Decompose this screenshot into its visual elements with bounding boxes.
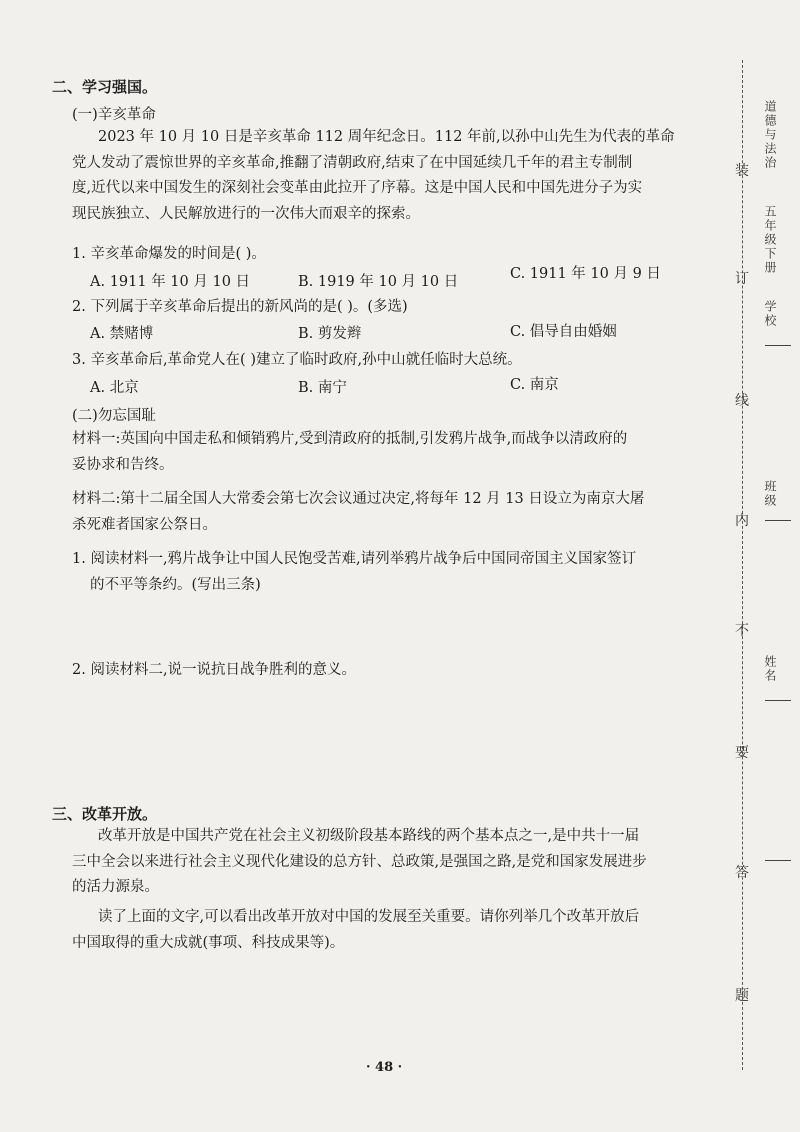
question-line: 中国取得的重大成就(事项、科技成果等)。: [72, 934, 345, 951]
binding-char: 答: [735, 865, 749, 881]
material-line: 妥协求和告终。: [72, 456, 174, 473]
question-anti-japanese-war: 2. 阅读材料二,说一说抗日战争胜利的意义。: [72, 662, 357, 678]
option-a[interactable]: A. 北京: [90, 380, 139, 396]
section-title: 三、改革开放。: [52, 805, 158, 823]
school-blank[interactable]: [765, 345, 791, 346]
option-a[interactable]: A. 禁赌博: [90, 326, 154, 342]
class-blank[interactable]: [765, 520, 791, 521]
question-stem: 3. 辛亥革命后,革命党人在( )建立了临时政府,孙中山就任临时大总统。: [72, 352, 522, 368]
question-opium-war: [72, 547, 732, 598]
option-c[interactable]: C. 1911 年 10 月 9 日: [510, 266, 661, 282]
paragraph-line: 现民族独立、人民解放进行的一次伟大而艰辛的探索。: [72, 205, 420, 222]
subsection-title: (二)勿忘国耻: [72, 408, 156, 424]
option-b[interactable]: B. 南宁: [298, 380, 347, 396]
reform-paragraph: [72, 824, 732, 901]
binding-char: 内: [735, 513, 749, 529]
book-title: 道德与法治: [763, 100, 777, 170]
binding-char: 线: [735, 393, 749, 409]
school-label: 学校: [763, 300, 777, 328]
binding-dashed-line: [742, 60, 743, 1070]
option-c[interactable]: C. 倡导自由婚姻: [510, 324, 617, 340]
binding-char: 要: [735, 745, 749, 761]
option-b[interactable]: B. 剪发辫: [298, 326, 362, 342]
material-line: 材料一:英国向中国走私和倾销鸦片,受到清政府的抵制,引发鸦片战争,而战争以清政府的: [72, 431, 628, 447]
option-b[interactable]: B. 1919 年 10 月 10 日: [298, 274, 459, 290]
binding-char: 不: [735, 623, 749, 639]
section-title: 二、学习强国。: [52, 78, 158, 96]
grade-label: 五年级下册: [763, 205, 777, 275]
name-blank[interactable]: [765, 700, 791, 701]
paragraph-line: 三中全会以来进行社会主义现代化建设的总方针、总政策,是强国之路,是党和国家发展进步: [72, 853, 647, 870]
paragraph-line: 改革开放是中国共产党在社会主义初级阶段基本路线的两个基本点之一,是中共十一届: [98, 828, 640, 844]
paragraph-line: 的活力源泉。: [72, 879, 159, 895]
question-line: 的不平等条约。(写出三条): [90, 576, 261, 593]
name-label: 姓名: [763, 655, 777, 683]
paragraph-line: 度,近代以来中国发生的深刻社会变革由此拉开了序幕。这是中国人民和中国先进分子为实: [72, 180, 643, 196]
binding-char: 订: [735, 271, 749, 287]
class-label: 班级: [763, 480, 777, 508]
option-a[interactable]: A. 1911 年 10 月 10 日: [90, 274, 251, 290]
question-stem: 1. 辛亥革命爆发的时间是( )。: [72, 246, 266, 262]
material-one: [72, 427, 732, 478]
subsection-title: (一)辛亥革命: [72, 107, 156, 123]
material-line: 杀死难者国家公祭日。: [72, 516, 217, 533]
paragraph-line: 党人发动了震惊世界的辛亥革命,推翻了清朝政府,结束了在中国延续几千年的君主专制制: [72, 154, 633, 171]
material-line: 材料二:第十二届全国人大常委会第七次会议通过决定,将每年 12 月 13 日设立为南京大屠: [72, 491, 645, 507]
question-line: 1. 阅读材料一,鸦片战争让中国人民饱受苦难,请列举鸦片战争后中国同帝国主义国家签订: [72, 551, 637, 567]
question-stem: 2. 下列属于辛亥革命后提出的新风尚的是( )。(多选): [72, 299, 408, 315]
extra-blank[interactable]: [765, 860, 791, 861]
paragraph-line: 2023 年 10 月 10 日是辛亥革命 112 周年纪念日。112 年前,以孙中山先生为代表的革命: [98, 129, 675, 145]
intro-paragraph: [72, 125, 722, 227]
option-c[interactable]: C. 南京: [510, 377, 559, 393]
binding-char: 装: [735, 163, 749, 179]
reform-question: [72, 905, 732, 956]
binding-char: 题: [735, 988, 749, 1004]
material-two: [72, 487, 732, 538]
question-line: 读了上面的文字,可以看出改革开放对中国的发展至关重要。请你列举几个改革开放后: [98, 909, 640, 925]
page-number: · 48 ·: [366, 1060, 403, 1075]
